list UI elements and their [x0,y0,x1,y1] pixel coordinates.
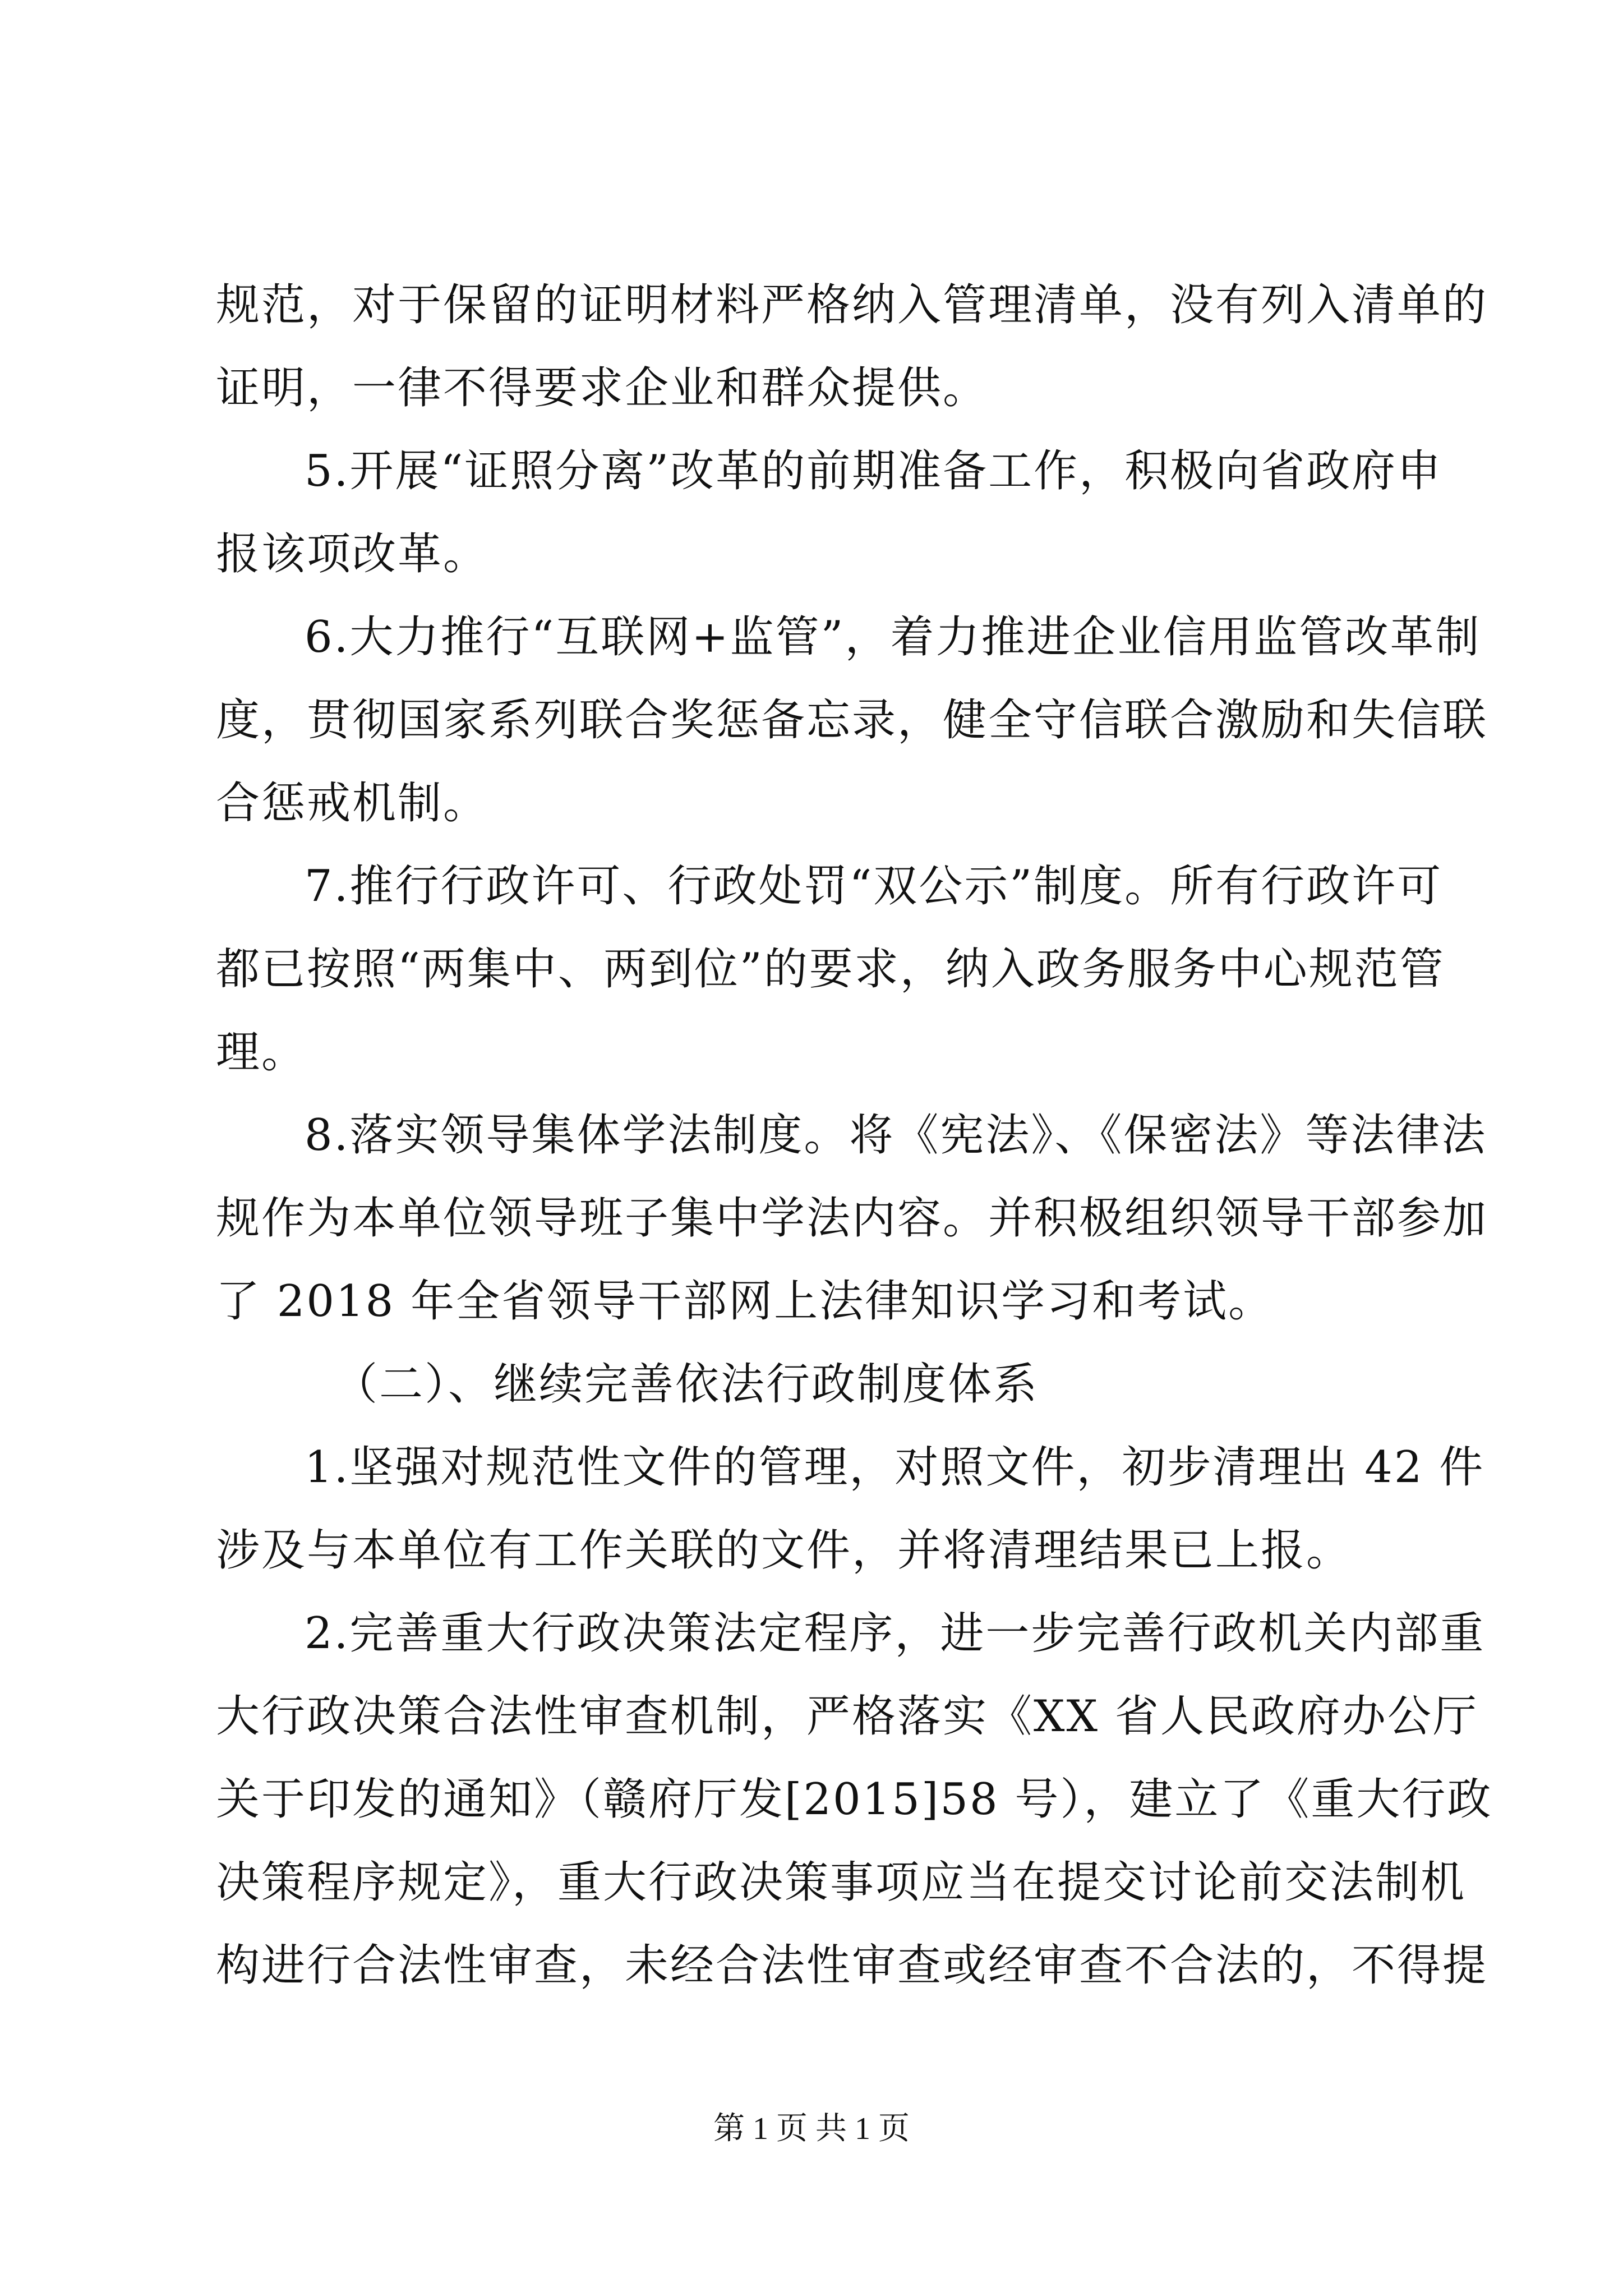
section-heading: （二）、继续完善依法行政制度体系 [334,1359,1039,1410]
text-line: 大行政决策合法性审查机制，严格落实《XX 省人民政府办公厅 [216,1691,1478,1742]
text-line: 了 2018 年全省领导干部网上法律知识学习和考试。 [216,1276,1274,1327]
text-line: 7.推行行政许可、行政处罚“双公示”制度。所有行政许可 [305,861,1443,912]
text-line: 1.坚强对规范性文件的管理，对照文件，初步清理出 42 件 [305,1442,1485,1493]
text-line: 6.大力推行“互联网+监管”，着力推进企业信用监管改革制 [305,612,1481,662]
text-line: 报该项改革。 [216,529,489,579]
text-line: 都已按照“两集中、两到位”的要求，纳入政务服务中心规范管 [216,944,1445,995]
text-line: 8.落实领导集体学法制度。将《宪法》、《保密法》等法律法 [305,1110,1487,1161]
text-line: 关于印发的通知》（赣府厅发[2015]58 号），建立了《重大行政 [216,1774,1493,1825]
page-footer: 第 1 页 共 1 页 [713,2111,910,2146]
document-body [216,264,1493,2007]
text-line: 证明，一律不得要求企业和群众提供。 [216,363,989,413]
text-line: 合惩戒机制。 [216,778,489,829]
text-line: 决策程序规定》，重大行政决策事项应当在提交讨论前交法制机 [216,1857,1467,1908]
text-line: 度，贯彻国家系列联合奖惩备忘录，健全守信联合激励和失信联 [216,695,1488,746]
text-line: 理。 [216,1027,307,1078]
text-line: 规作为本单位领导班子集中学法内容。并积极组织领导干部参加 [216,1193,1488,1244]
text-line: 5.开展“证照分离”改革的前期准备工作，积极向省政府申 [305,446,1443,496]
text-line: 涉及与本单位有工作关联的文件，并将清理结果已上报。 [216,1525,1352,1576]
text-line: 规范，对于保留的证明材料严格纳入管理清单，没有列入清单的 [216,280,1488,330]
text-line: 构进行合法性审查，未经合法性审查或经审查不合法的，不得提 [216,1940,1488,1991]
text-line: 2.完善重大行政决策法定程序，进一步完善行政机关内部重 [305,1608,1486,1659]
